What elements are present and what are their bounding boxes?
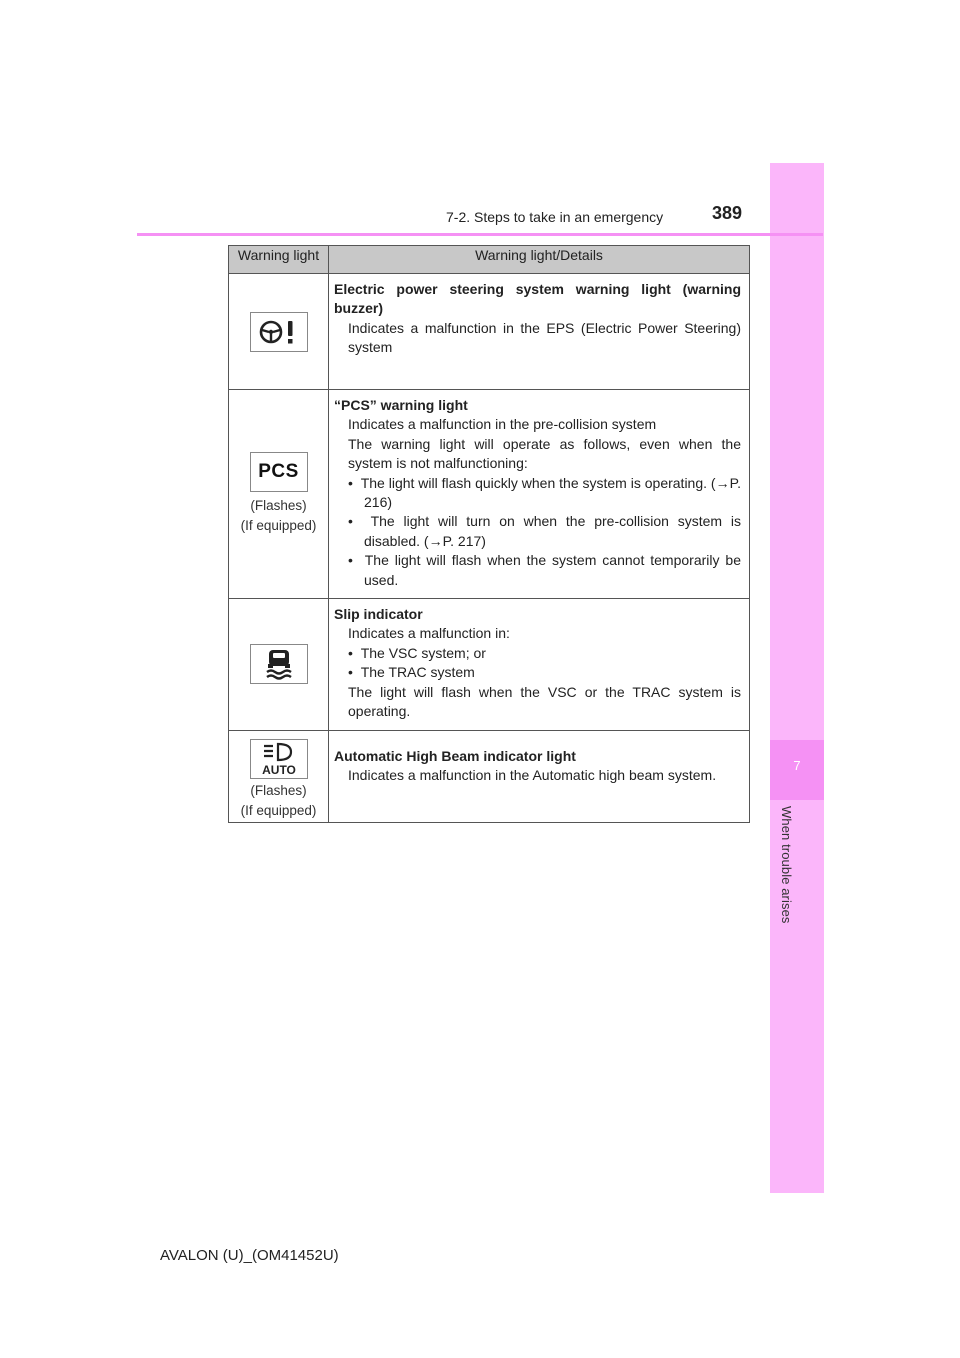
table-header-row — [229, 246, 750, 274]
chapter-label: When trouble arises — [779, 806, 794, 924]
details-cell — [329, 730, 750, 822]
row-line: Indicates a malfunction in the EPS (Electric Power Steering) system — [348, 319, 741, 356]
icon-note: (Flashes) — [250, 782, 307, 798]
row-title: Slip indicator — [334, 606, 423, 623]
row-line: The warning light will operate as follows, even when the system is not malfunctioning: — [348, 435, 741, 472]
icon-note: (Flashes) — [250, 498, 307, 514]
bullet-item: • The TRAC system — [348, 664, 475, 681]
details-cell — [329, 274, 750, 390]
table-row — [229, 390, 750, 599]
slip-indicator-icon — [250, 644, 308, 684]
pcs-warning-icon — [250, 452, 308, 492]
row-line: The light will flash when the VSC or the TRAC system is operating. — [348, 683, 741, 720]
icon-cell — [229, 390, 329, 599]
pcs-icon-label: PCS — [258, 461, 299, 483]
auto-icon-label: AUTO — [261, 762, 296, 776]
table-row — [229, 599, 750, 730]
warning-light-table — [228, 245, 750, 823]
details-cell — [329, 390, 750, 599]
chapter-side-tab — [770, 163, 824, 1193]
eps-warning-icon — [250, 312, 308, 352]
section-title: 7-2. Steps to take in an emergency — [446, 209, 664, 225]
icon-cell — [229, 730, 329, 822]
icon-cell — [229, 274, 329, 390]
footer-model: AVALON (U)_(OM41452U) — [160, 1247, 339, 1264]
auto-high-beam-icon — [250, 739, 308, 779]
table-row — [229, 730, 750, 822]
row-title: Automatic High Beam indicator light — [334, 747, 576, 764]
row-line: Indicates a malfunction in the pre-collision system — [348, 416, 657, 433]
table-row — [229, 274, 750, 390]
row-line: Indicates a malfunction in the Automatic high beam system. — [348, 766, 717, 783]
details-cell — [329, 599, 750, 730]
bullet-item: • The light will flash quickly when the system is operating. (→P. 216) — [348, 474, 741, 511]
row-title: Electric power steering system warning light (warning buzzer) — [334, 281, 741, 317]
bullet-item: • The VSC system; or — [348, 644, 486, 661]
page-number: 389 — [712, 203, 743, 223]
row-title: “PCS” warning light — [334, 397, 468, 413]
icon-note: (If equipped) — [240, 802, 317, 818]
column-header-details: Warning light/Details — [329, 246, 750, 274]
bullet-item: • The light will turn on when the pre-collision system is disabled. (→P. 217) — [348, 513, 742, 549]
row-line: Indicates a malfunction in: — [348, 625, 510, 642]
icon-cell — [229, 599, 329, 730]
bullet-item: • The light will flash when the system cannot temporarily be used. — [348, 552, 741, 588]
column-header-warning-light: Warning light — [229, 246, 329, 274]
icon-note: (If equipped) — [240, 518, 317, 534]
header-rule — [137, 233, 823, 236]
chapter-number: 7 — [793, 758, 801, 773]
